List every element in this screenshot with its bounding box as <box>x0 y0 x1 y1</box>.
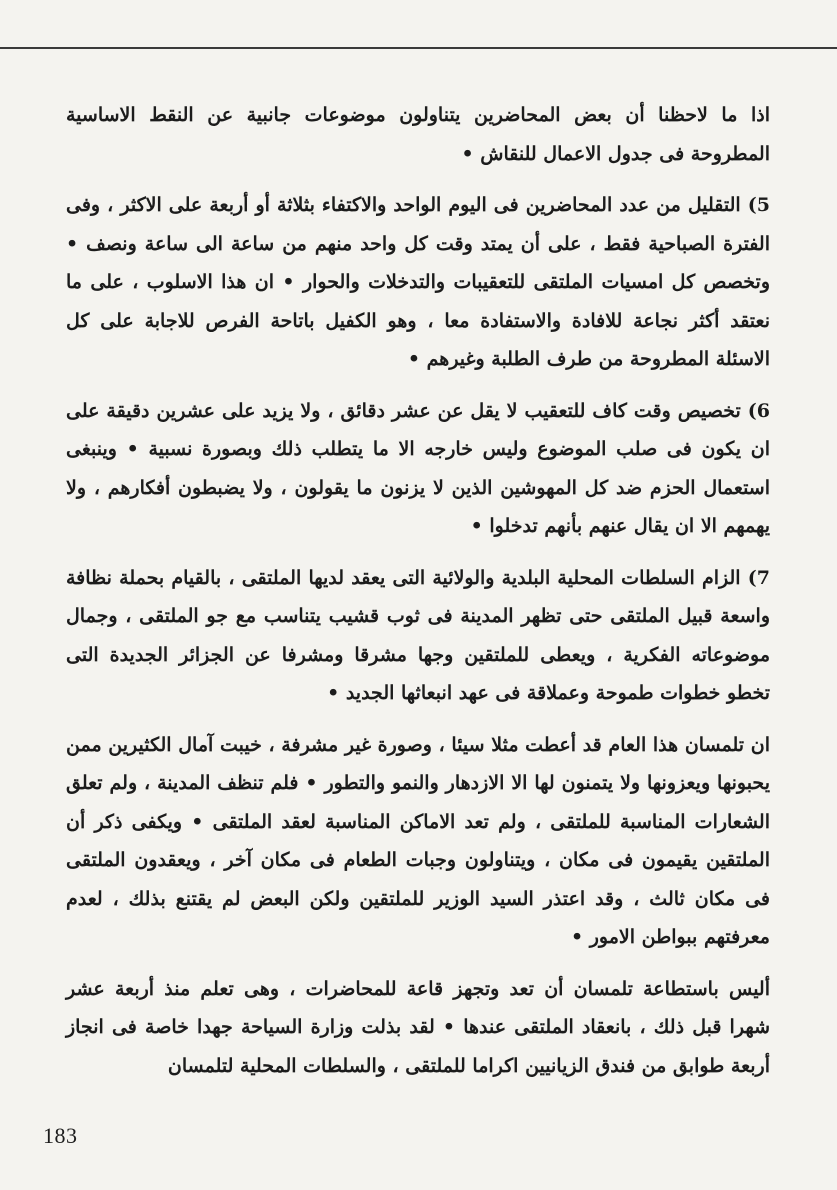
paragraph-item-7: 7) الزام السلطات المحلية البلدية والولائية التى يعقد لديها الملتقى ، بالقيام بحملة نظافة واسعة قبيل الملتقى حتى تظهر المدينة فى ثوب قشيب يتناسب مع جو الملتقى ، وجمال موضوعاته الفكرية ، ويعطى للملتقين وجها مشرقا ومشرفا عن الجزائر الجديدة التى تخطو خطوات طموحة وعملاقة فى عهد انبعاثها الجديد • <box>66 566 770 704</box>
page-number: 183 <box>43 1123 78 1148</box>
page-body <box>66 96 770 1098</box>
header-rule <box>0 47 837 49</box>
paragraph-item-5: 5) التقليل من عدد المحاضرين فى اليوم الواحد والاكتفاء بثلاثة أو أربعة على الاكثر ، وفى الفترة الصباحية فقط ، على أن يمتد وقت كل واحد منهم من ساعة الى ساعة ونصف • وتخصص كل امسيات الملتقى للتعقيبات والتدخلات والحوار • ان هذا الاسلوب ، على ما نعتقد أكثر نجاعة للافادة والاستفادة معا ، وهو الكفيل باتاحة الفرص للاجابة على كل الاسئلة المطروحة من طرف الطلبة وغيرهم • <box>66 194 770 370</box>
paragraph-tlemcen: ان تلمسان هذا العام قد أعطت مثلا سيئا ، وصورة غير مشرفة ، خيبت آمال الكثيرين ممن يحبونها ويعزونها ولا يتمنون لها الا الازدهار والنمو والتطور • فلم تنظف المدينة ، ولم تعلق الشعارات المناسبة للملتقى ، ولم تعد الاماكن المناسبة لعقد الملتقى • ويكفى ذكر أن الملتقين يقيمون فى مكان ، ويتناولون وجبات الطعام فى مكان آخر ، ويعقدون الملتقى فى مكان ثالث ، وقد اعتذر السيد الوزير للملتقين ولكن البعض لم يقتنع بذلك ، لعدم معرفتهم ببواطن الامور • <box>66 733 770 948</box>
paragraph-item-6: 6) تخصيص وقت كاف للتعقيب لا يقل عن عشر دقائق ، ولا يزيد على عشرين دقيقة على ان يكون فى صلب الموضوع وليس خارجه الا ما يتطلب ذلك وبصورة نسبية • وينبغى استعمال الحزم ضد كل المهوشين الذين لا يزنون ما يقولون ، ولا يضبطون أفكارهم ، ولا يهمهم الا ان يقال عنهم بأنهم تدخلوا • <box>66 399 770 537</box>
paragraph-question: أليس باستطاعة تلمسان أن تعد وتجهز قاعة للمحاضرات ، وهى تعلم منذ أربعة عشر شهرا قبل ذلك ، بانعقاد الملتقى عندها • لقد بذلت وزارة السياحة جهدا خاصة فى انجاز أربعة طوابق من فندق الزيانيين اكراما للملتقى ، والسلطات المحلية لتلمسان <box>66 977 770 1077</box>
paragraph-continuation: اذا ما لاحظنا أن بعض المحاضرين يتناولون موضوعات جانبية عن النقط الاساسية المطروحة فى جدول الاعمال للنقاش • <box>66 104 770 165</box>
